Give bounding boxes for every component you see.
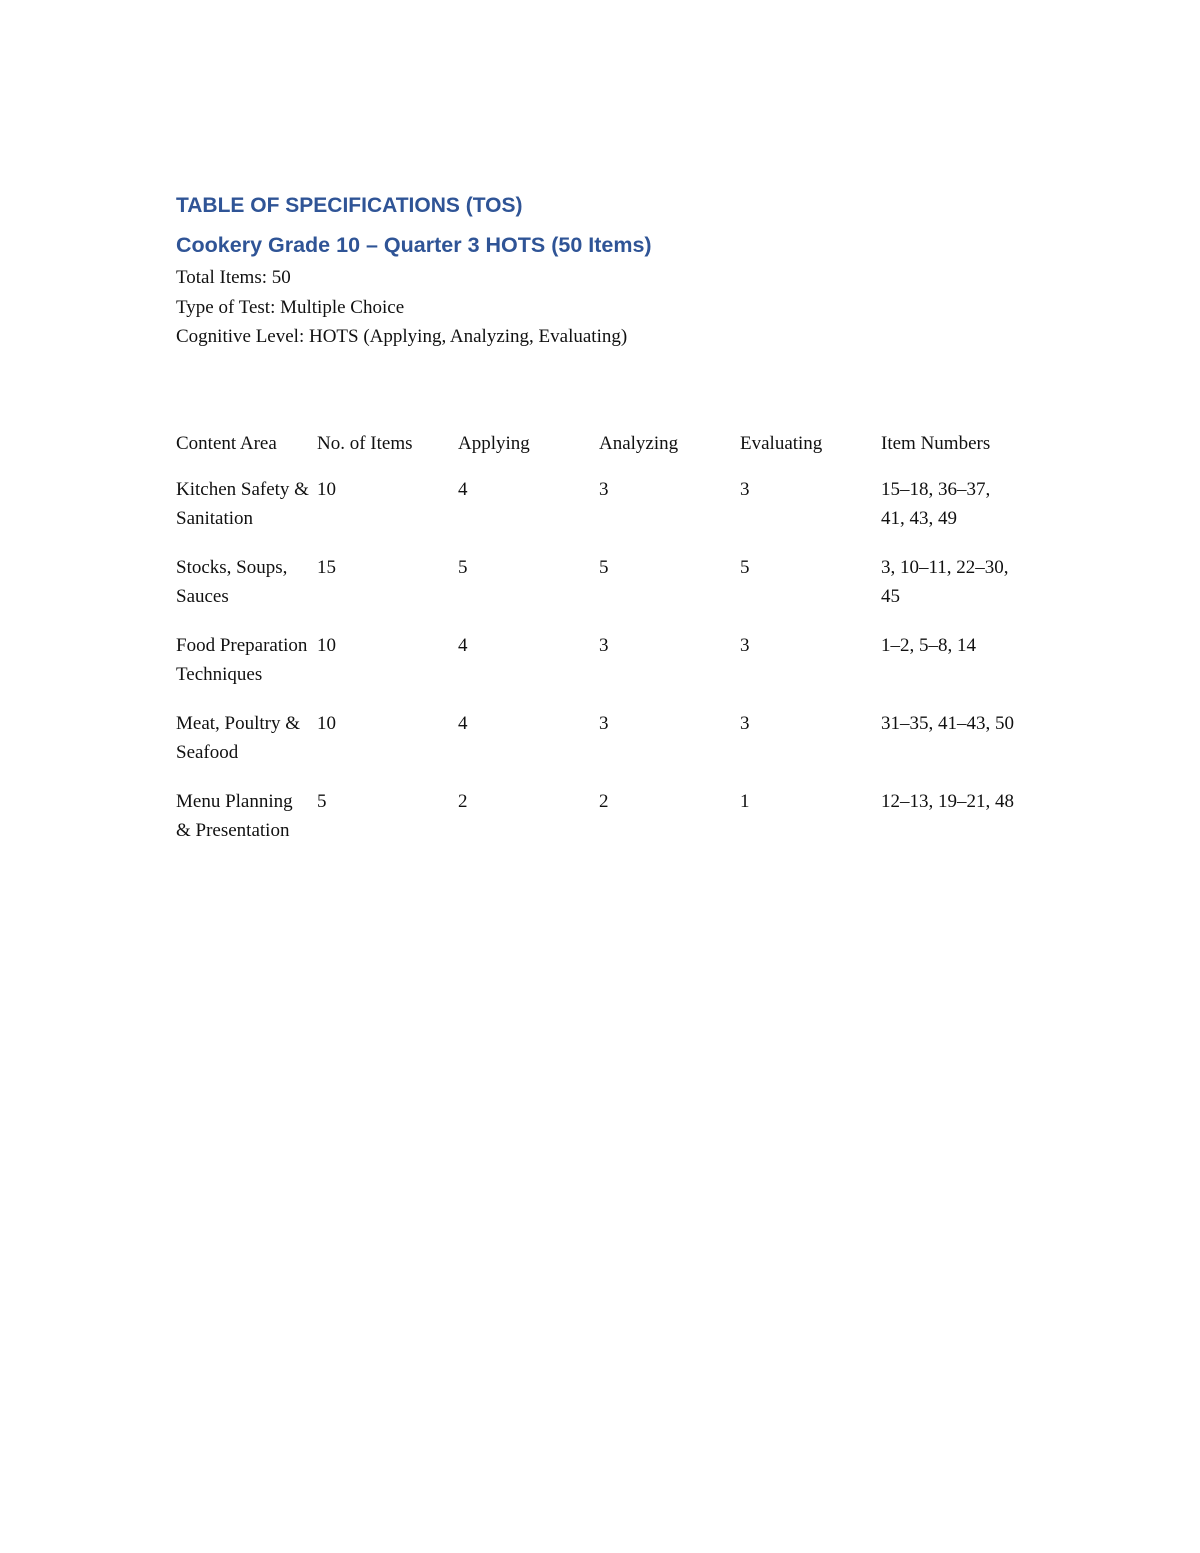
cell-item-numbers: 15–18, 36–37, 41, 43, 49 — [881, 478, 991, 529]
table-row — [176, 553, 1026, 631]
cell-item-numbers: 31–35, 41–43, 50 — [881, 712, 1014, 734]
table-row — [176, 631, 1026, 709]
cell-analyzing: 5 — [599, 556, 609, 578]
cell-analyzing: 3 — [599, 634, 609, 656]
table-row — [176, 787, 1026, 865]
cell-analyzing: 2 — [599, 790, 609, 812]
cell-evaluating: 5 — [740, 556, 750, 578]
cell-evaluating: 3 — [740, 712, 750, 734]
cell-applying: 2 — [458, 790, 468, 812]
cell-no-of-items: 5 — [317, 790, 327, 812]
cell-content-area: Kitchen Safety & Sanitation — [176, 478, 309, 529]
cell-analyzing: 3 — [599, 478, 609, 500]
document-title: TABLE OF SPECIFICATIONS (TOS) — [176, 194, 523, 217]
cell-applying: 5 — [458, 556, 468, 578]
cell-content-area: Meat, Poultry & Seafood — [176, 712, 301, 763]
cell-item-numbers: 3, 10–11, 22–30, 45 — [881, 556, 1009, 607]
total-items-line: Total Items: 50 — [176, 267, 291, 288]
cell-applying: 4 — [458, 712, 468, 734]
document-content — [176, 190, 1026, 865]
header-content-area: Content Area — [176, 432, 277, 454]
header-analyzing: Analyzing — [599, 432, 679, 454]
cell-evaluating: 1 — [740, 790, 750, 812]
cell-applying: 4 — [458, 478, 468, 500]
cell-evaluating: 3 — [740, 634, 750, 656]
test-type-line: Type of Test: Multiple Choice — [176, 296, 405, 318]
table-header-row — [176, 429, 1026, 475]
cell-item-numbers: 1–2, 5–8, 14 — [881, 634, 976, 656]
header-item-numbers: Item Numbers — [881, 432, 991, 454]
cell-item-numbers: 12–13, 19–21, 48 — [881, 790, 1014, 812]
header-no-of-items: No. of Items — [317, 432, 413, 454]
test-info — [176, 263, 1026, 352]
document-subtitle: Cookery Grade 10 – Quarter 3 HOTS (50 Items) — [176, 233, 652, 257]
cell-evaluating: 3 — [740, 478, 750, 500]
cell-applying: 4 — [458, 634, 468, 656]
header-evaluating: Evaluating — [740, 432, 823, 454]
specifications-table — [176, 429, 1026, 865]
cell-content-area: Food Preparation Techniques — [176, 634, 308, 685]
header-applying: Applying — [458, 432, 530, 454]
table-row — [176, 709, 1026, 787]
cell-no-of-items: 10 — [317, 478, 336, 500]
cell-no-of-items: 10 — [317, 634, 336, 656]
cell-content-area: Stocks, Soups, Sauces — [176, 556, 288, 607]
table-row — [176, 475, 1026, 553]
cell-no-of-items: 10 — [317, 712, 336, 734]
cell-content-area: Menu Planning & Presentation — [176, 790, 293, 841]
cognitive-level-line: Cognitive Level: HOTS (Applying, Analyzing, Evaluating) — [176, 326, 628, 347]
cell-no-of-items: 15 — [317, 556, 336, 578]
cell-analyzing: 3 — [599, 712, 609, 734]
